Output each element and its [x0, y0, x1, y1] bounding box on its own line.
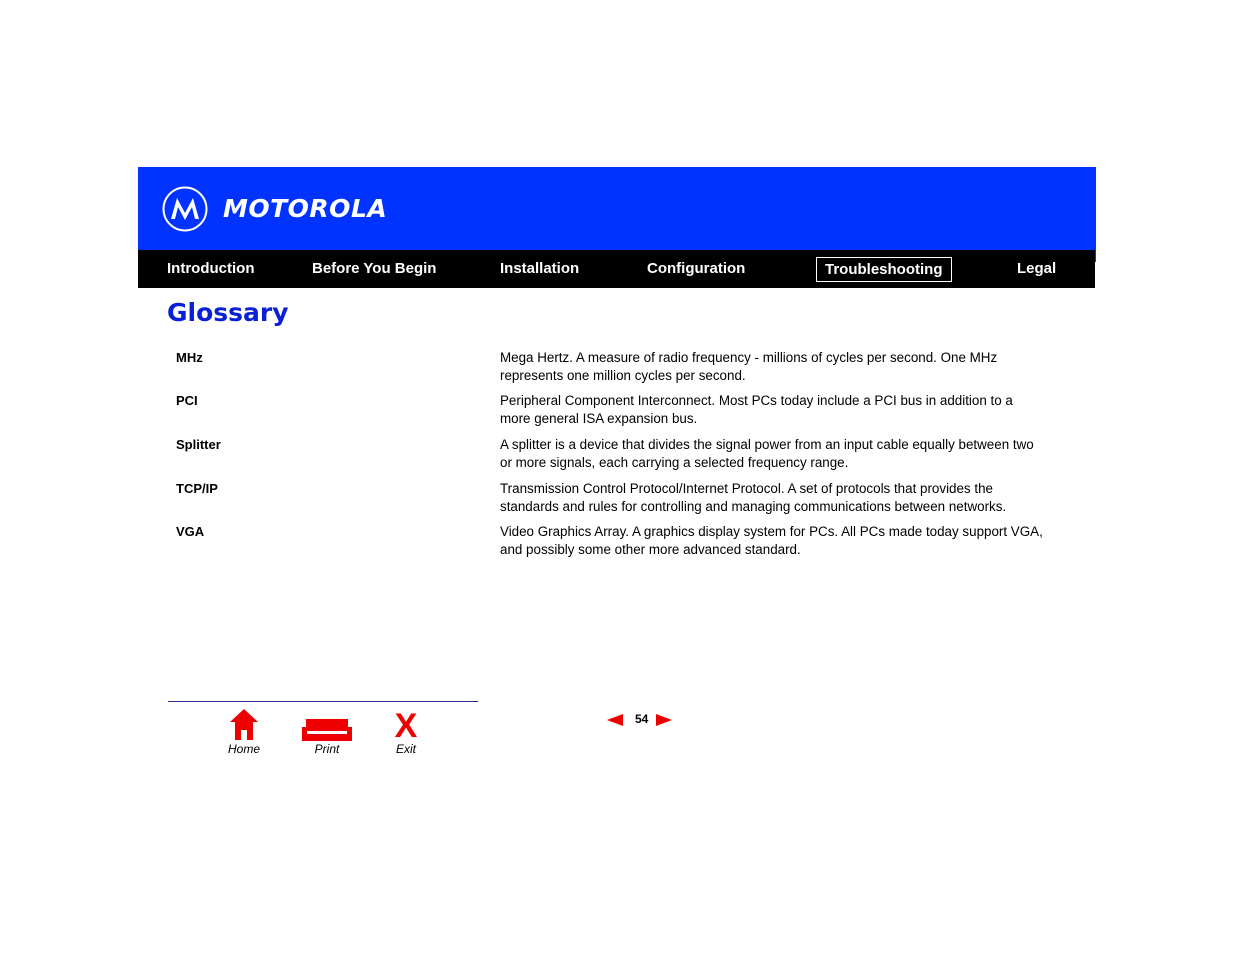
- home-label: Home: [227, 742, 260, 756]
- nav-before-you-begin[interactable]: Before You Begin: [312, 260, 437, 277]
- glossary-definition: A splitter is a device that divides the signal power from an input cable equally between two or more signals, each carrying a selected frequency range.: [500, 437, 1034, 470]
- glossary-definition: Mega Hertz. A measure of radio frequency - millions of cycles per second. One MHz represents one million cycles per second.: [500, 350, 998, 383]
- footer-divider: [168, 701, 478, 702]
- next-arrow-icon[interactable]: [656, 714, 672, 726]
- glossary-term: Splitter: [176, 437, 221, 452]
- glossary-term: VGA: [176, 524, 205, 539]
- brand-wordmark: MOTOROLA: [223, 194, 388, 223]
- exit-icon: X: [394, 707, 418, 745]
- glossary-term: TCP/IP: [176, 481, 218, 496]
- page-number: 54: [635, 712, 649, 726]
- motorola-logo-icon: [162, 186, 208, 232]
- print-icon: [302, 719, 352, 743]
- glossary-definition: Peripheral Component Interconnect. Most PCs today include a PCI bus in addition to a more general ISA expansion bus.: [500, 393, 1013, 426]
- home-button[interactable]: [214, 708, 274, 758]
- exit-button[interactable]: [376, 708, 436, 758]
- glossary-definition: Video Graphics Array. A graphics display system for PCs. All PCs made today support VGA, and possibly some other more advanced standard.: [500, 524, 1043, 557]
- glossary-definition: Transmission Control Protocol/Internet Protocol. A set of protocols that provides the standards and rules for controlling and managing communications between networks.: [500, 481, 1007, 514]
- glossary-term: MHz: [176, 350, 203, 365]
- page-title: Glossary: [167, 298, 289, 327]
- nav-introduction[interactable]: Introduction: [167, 260, 255, 277]
- header-banner: [138, 167, 1096, 262]
- prev-arrow-icon[interactable]: [607, 714, 623, 726]
- exit-label: Exit: [395, 742, 416, 756]
- nav-configuration[interactable]: Configuration: [647, 260, 746, 277]
- nav-installation[interactable]: Installation: [500, 260, 580, 277]
- nav-troubleshooting[interactable]: Troubleshooting: [816, 257, 952, 282]
- glossary-term: PCI: [176, 393, 198, 408]
- home-icon: [229, 708, 259, 740]
- main-nav: [138, 250, 1095, 288]
- print-button[interactable]: [297, 708, 357, 758]
- print-label: Print: [314, 742, 340, 756]
- nav-legal[interactable]: Legal: [1017, 260, 1057, 277]
